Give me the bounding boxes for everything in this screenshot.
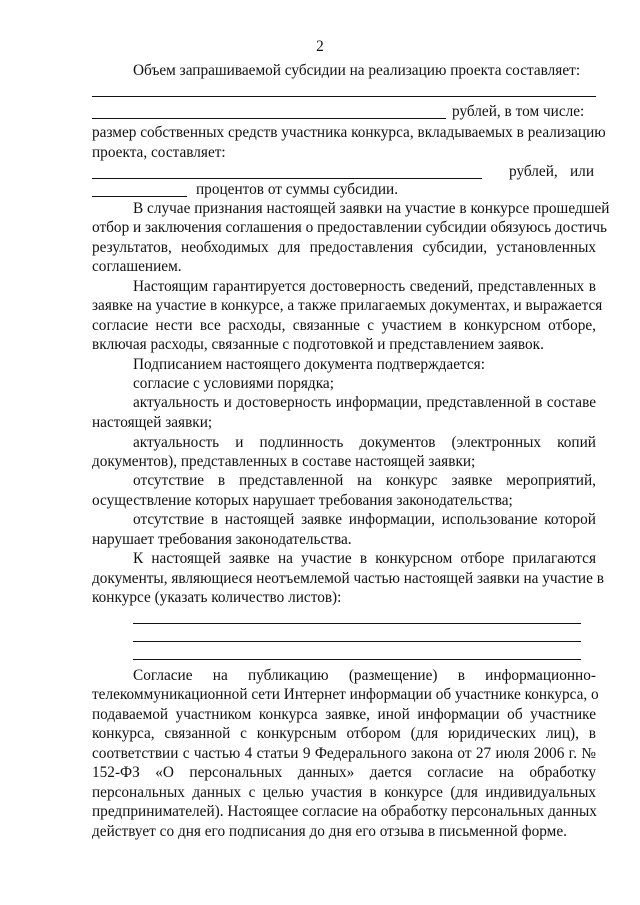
attachment-blank-3[interactable]: [133, 659, 581, 660]
attached-para-line-3: конкурсе (указать количество листов):: [92, 589, 342, 606]
consent-para-line-4: конкурса, связанной с конкурсным отбором (для юридических лиц), в: [92, 725, 596, 742]
list-item-cont: документов), представленных в составе настоящей заявки;: [92, 453, 476, 470]
own-funds-line-2: проекта, составляет:: [92, 144, 226, 161]
attachment-blank-1[interactable]: [133, 623, 581, 624]
list-item-cont: осуществление которых нарушает требования законодательства;: [92, 492, 513, 509]
consent-para-line-9: действует со дня его подписания до дня его отзыва в письменной форме.: [92, 823, 567, 840]
page-number: 2: [316, 38, 324, 55]
rubles-including-label: рублей, в том числе:: [452, 103, 585, 120]
subsidy-intro: Объем запрашиваемой субсидии на реализацию проекта составляет:: [133, 62, 581, 79]
attached-para-line-2: документы, являющиеся неотъемлемой частью настоящей заявки на участие в: [92, 570, 604, 587]
guarantee-para-line-1: Настоящим гарантируется достоверность сведений, представленных в: [133, 278, 596, 295]
attachment-blank-2[interactable]: [133, 641, 581, 642]
consent-para-line-8: предпринимателей). Настоящее согласие на обработку персональных данных: [92, 803, 597, 820]
guarantee-para-line-2: заявке на участие в конкурсе, а также прилагаемых документах, и выражается: [92, 297, 603, 314]
confirm-heading: Подписанием настоящего документа подтверждается:: [133, 356, 485, 373]
consent-para-line-7: персональных данных с целью участия в конкурсе (для индивидуальных: [92, 784, 596, 801]
own-funds-line-1: размер собственных средств участника конкурса, вкладываемых в реализацию: [92, 124, 606, 141]
subsidy-amount-blank[interactable]: [92, 96, 596, 97]
consent-para-line-3: подаваемой участником конкурса заявке, иной информации об участнике: [92, 706, 596, 723]
own-funds-percent-blank[interactable]: [92, 196, 187, 197]
percent-label: процентов от суммы субсидии.: [196, 181, 399, 198]
own-funds-amount-blank[interactable]: [92, 178, 482, 179]
list-item-cont: настоящей заявки;: [92, 414, 213, 431]
recognition-para-line-4: соглашением.: [92, 258, 182, 275]
consent-para-line-2: телекоммуникационной сети Интернет информации об участнике конкурса, о: [92, 686, 599, 703]
recognition-para-line-2: отбор и заключения соглашения о предоставлении субсидии обязуюсь достичь: [92, 219, 608, 236]
consent-para-line-5: соответствии с частью 4 статьи 9 Федерального закона от 27 июля 2006 г. №: [92, 745, 596, 762]
list-item-cont: нарушает требования законодательства.: [92, 531, 352, 548]
subsidy-amount-blank-2[interactable]: [92, 118, 446, 119]
recognition-para-line-1: В случае признания настоящей заявки на участие в конкурсе прошедшей: [133, 200, 610, 217]
guarantee-para-line-3: согласие нести все расходы, связанные с участием в конкурсном отборе,: [92, 317, 596, 334]
attached-para-line-1: К настоящей заявке на участие в конкурсном отборе прилагаются: [133, 550, 596, 567]
guarantee-para-line-4: включая расходы, связанные с подготовкой и представлением заявок.: [92, 336, 544, 353]
list-item: отсутствие в представленной на конкурс заявке мероприятий,: [133, 472, 596, 489]
list-item: актуальность и подлинность документов (электронных копий: [133, 434, 596, 451]
consent-para-line-1: Согласие на публикацию (размещение) в информационно-: [133, 667, 596, 684]
list-item: отсутствие в настоящей заявке информации, использование которой: [133, 511, 596, 528]
rubles-label: рублей,: [509, 163, 558, 180]
list-item: согласие с условиями порядка;: [133, 375, 334, 392]
recognition-para-line-3: результатов, необходимых для предоставления субсидии, установленных: [92, 239, 596, 256]
list-item: актуальность и достоверность информации, представленной в составе: [133, 394, 596, 411]
or-label: или: [570, 163, 595, 180]
consent-para-line-6: 152-ФЗ «О персональных данных» дается согласие на обработку: [92, 764, 596, 781]
